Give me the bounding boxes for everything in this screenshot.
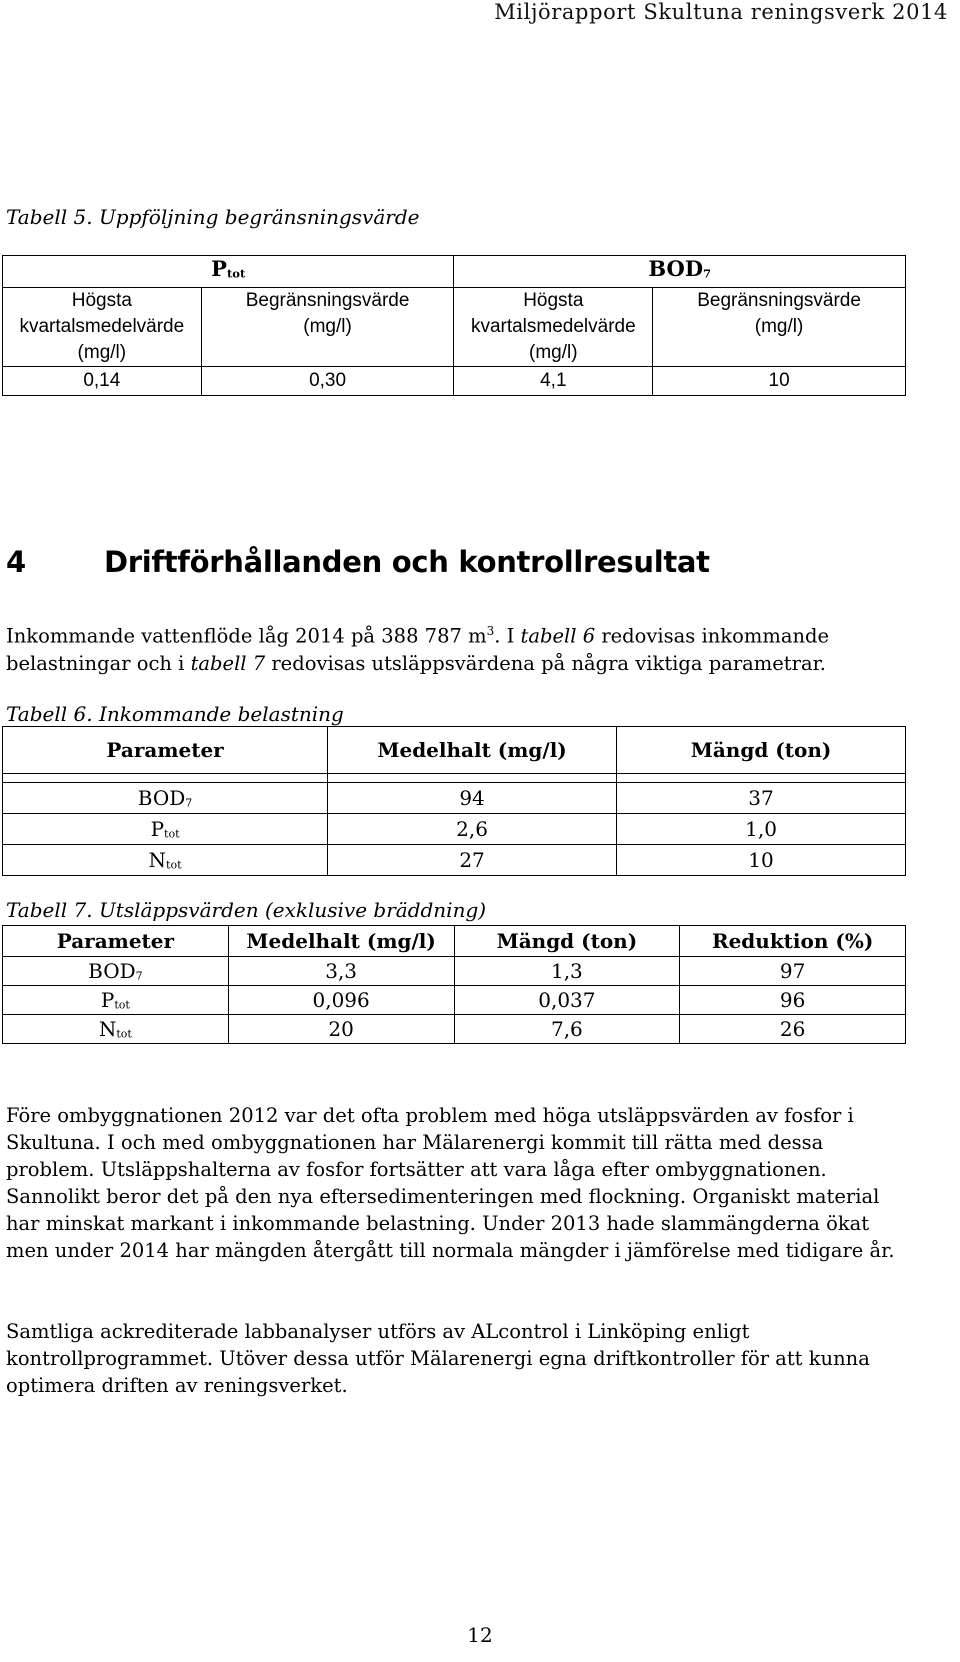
table6-header: Parameter [3, 727, 328, 774]
table6-cell: 2,6 [328, 814, 617, 845]
table5-cell: 4,1 [454, 366, 653, 395]
table6-header: Medelhalt (mg/l) [328, 727, 617, 774]
table7-cell: 96 [680, 986, 906, 1015]
table7-cell: 7,6 [454, 1015, 680, 1044]
table6-param: $BOD_7$ [3, 783, 328, 814]
table5-group-ptot: $P_{tot}$ [3, 256, 454, 288]
table6 [2, 726, 906, 876]
table6-cell: 94 [328, 783, 617, 814]
table6-header: Mängd (ton) [617, 727, 906, 774]
page-number: 12 [467, 1623, 493, 1647]
table6-param: $N_{tot}$ [3, 845, 328, 876]
table7-param: $P_{tot}$ [3, 986, 229, 1015]
table6-cell: 10 [617, 845, 906, 876]
section-title: Driftförhållanden och kontrollresultat [104, 545, 710, 579]
table6-param: $P_{tot}$ [3, 814, 328, 845]
table5-cell: 0,14 [3, 366, 202, 395]
table6-caption: Tabell 6. Inkommande belastning [6, 702, 344, 726]
table7-caption: Tabell 7. Utsläppsvärden (exklusive bräddning) [6, 898, 487, 922]
body-paragraph-fosfor: Före ombyggnationen 2012 var det ofta problem med höga utsläppsvärden av fosfor i Skultuna. I och med ombyggnationen har Mälarenergi kommit till rätta med dessa problem. Utsläppshalterna av fosfor fortsätter att vara låga efter ombyggnationen. Sannolikt beror det på den nya eftersedimenteringen med flockning. Organiskt material har minskat markant i inkommande belastning. Under 2013 hade slammängderna ökat men under 2014 har mängden återgått till normala mängder i jämförelse med tidigare år. [6, 1104, 895, 1262]
table6-cell: 27 [328, 845, 617, 876]
table5-group-bod7: $BOD_7$ [454, 256, 906, 288]
body-paragraph-labbanalyser: Samtliga ackrediterade labbanalyser utförs av ALcontrol i Linköping enligt kontrollprogrammet. Utöver dessa utför Mälarenergi egna driftkontroller för att kunna optimera driften av reningsverket. [6, 1320, 870, 1397]
section-heading [6, 545, 710, 579]
table5-subheader: Begränsningsvärde (mg/l) [201, 287, 454, 366]
table7-cell: 97 [680, 957, 906, 986]
table7-header: Parameter [3, 926, 229, 957]
table7-cell: 0,037 [454, 986, 680, 1015]
table7-param: $BOD_7$ [3, 957, 229, 986]
table5-subheader: Högsta kvartalsmedelvärde (mg/l) [454, 287, 653, 366]
table5-caption: Tabell 5. Uppföljning begränsningsvärde [6, 205, 420, 229]
table7-cell: 20 [228, 1015, 454, 1044]
table7-header: Reduktion (%) [680, 926, 906, 957]
table6-cell: 37 [617, 783, 906, 814]
table7-header: Medelhalt (mg/l) [228, 926, 454, 957]
table5 [2, 255, 906, 396]
table5-subheader: Högsta kvartalsmedelvärde (mg/l) [3, 287, 202, 366]
section-number: 4 [6, 545, 26, 579]
table5-cell: 10 [653, 366, 906, 395]
table7-cell: 0,096 [228, 986, 454, 1015]
table6-cell: 1,0 [617, 814, 906, 845]
table7-param: $N_{tot}$ [3, 1015, 229, 1044]
intro-paragraph: Inkommande vattenflöde låg 2014 på 388 787 $m^3$. I tabell 6 redovisas inkommande belastningar och i tabell 7 redovisas utsläppsvärdena på några viktiga parametrar. [6, 624, 830, 675]
table7-cell: 1,3 [454, 957, 680, 986]
table7 [2, 925, 906, 1044]
table5-subheader: Begränsningsvärde (mg/l) [653, 287, 906, 366]
table5-cell: 0,30 [201, 366, 454, 395]
running-head: Miljörapport Skultuna reningsverk 2014 [494, 0, 948, 24]
table7-cell: 26 [680, 1015, 906, 1044]
table7-cell: 3,3 [228, 957, 454, 986]
table7-header: Mängd (ton) [454, 926, 680, 957]
